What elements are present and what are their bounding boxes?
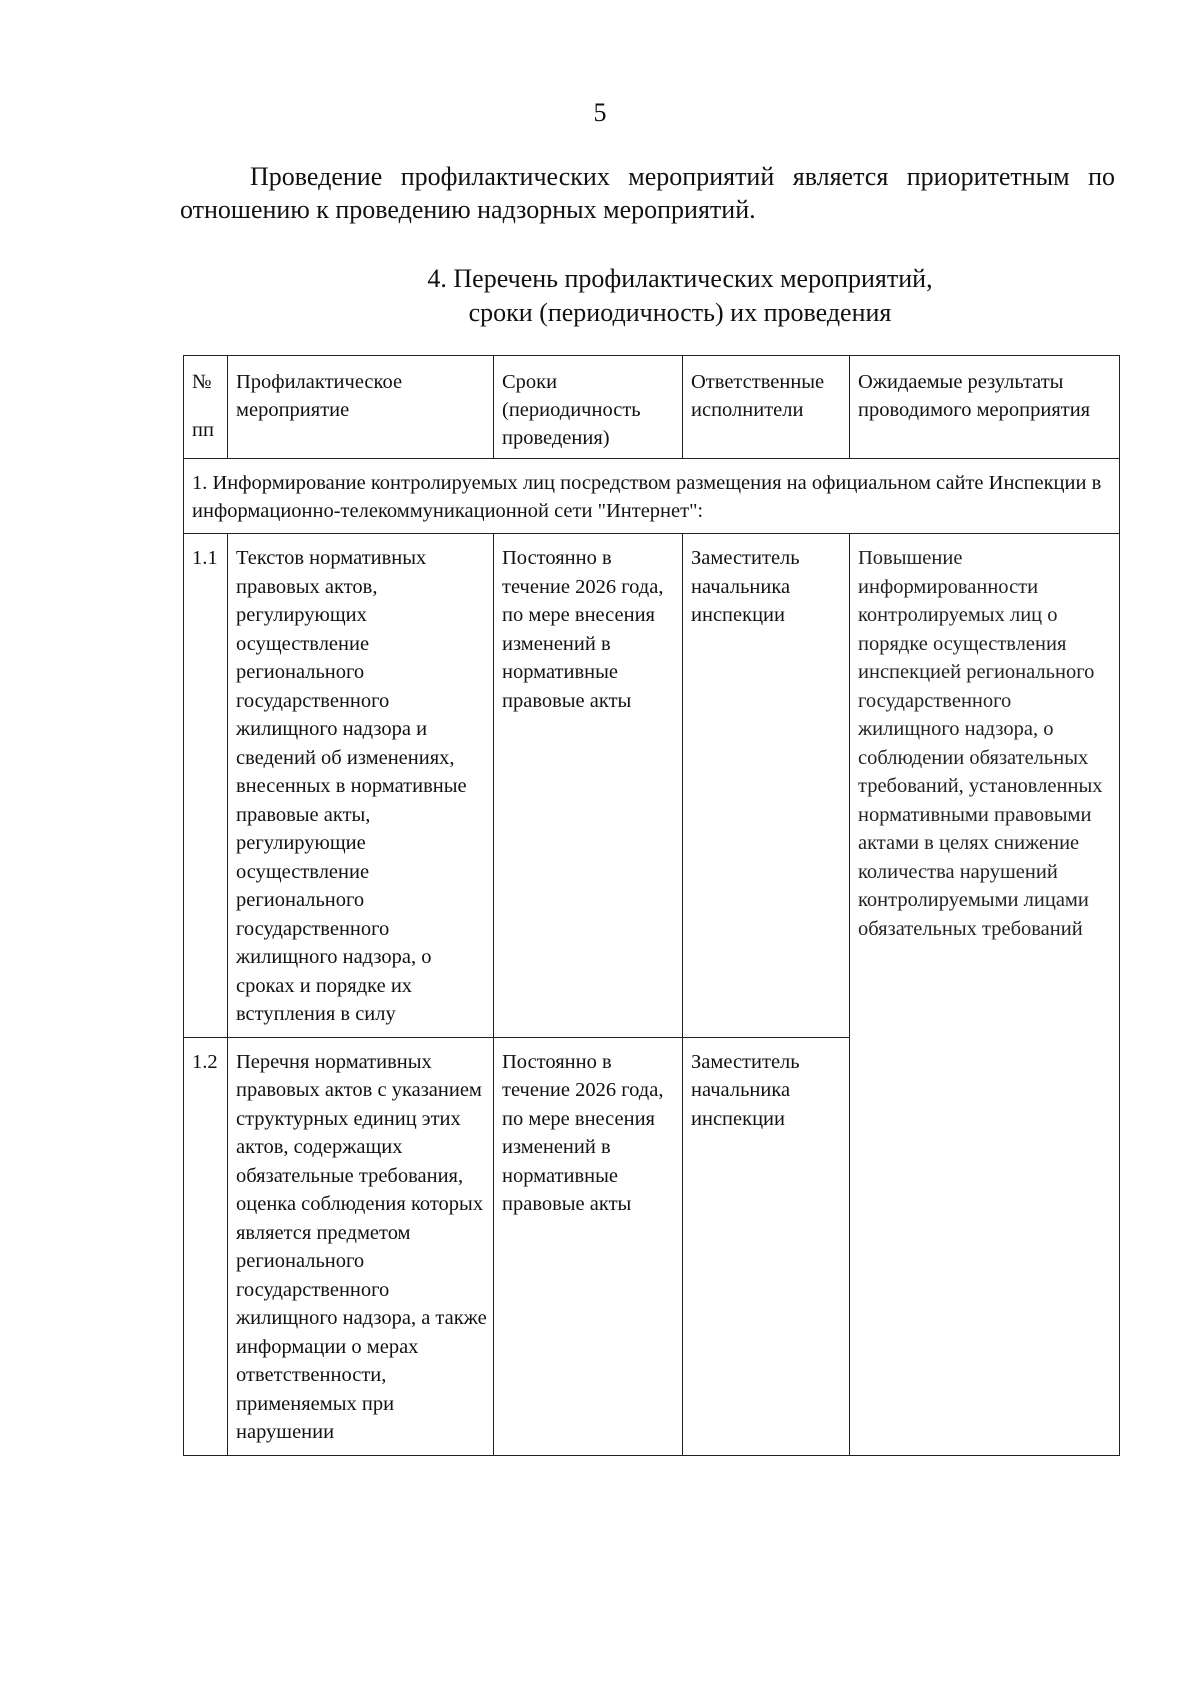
section-title: [330, 262, 1030, 330]
row-event: Перечня нормативных правовых актов с указанием структурных единиц этих актов, содержащих обязательные требования, оценка соблюдения которых является предметом регионального государственного жилищного надзора, а также информации о мерах ответственности, применяемых при нарушении: [228, 1037, 494, 1455]
row-num: 1.2: [184, 1037, 228, 1455]
intro-paragraph: Проведение профилактических мероприятий является приоритетным по отношению к проведению надзорных мероприятий.: [180, 162, 1115, 224]
header-num-pp: пп: [192, 419, 214, 441]
section-title-line-1: 4. Перечень профилактических мероприятий,: [427, 264, 933, 293]
header-event: Профилактическое мероприятие: [228, 356, 494, 459]
header-responsible: Ответственные исполнители: [683, 356, 850, 459]
row-responsible: Заместитель начальника инспекции: [683, 534, 850, 1038]
table-header-row: [184, 356, 1120, 459]
group-title: 1. Информирование контролируемых лиц посредством размещения на официальном сайте Инспекции в информационно-телекоммуникационной сети "Интернет":: [184, 459, 1120, 534]
header-term: Сроки (периодичность проведения): [494, 356, 683, 459]
section-title-line-2: сроки (периодичность) их проведения: [468, 298, 892, 327]
header-num: [184, 356, 228, 459]
page-number: 5: [593, 98, 607, 127]
table-row: [184, 534, 1120, 1038]
row-term: Постоянно в течение 2026 года, по мере внесения изменений в нормативные правовые акты: [494, 534, 683, 1038]
row-term: Постоянно в течение 2026 года, по мере внесения изменений в нормативные правовые акты: [494, 1037, 683, 1455]
row-event: Текстов нормативных правовых актов, регулирующих осуществление регионального государственного жилищного надзора и сведений об изменениях, внесенных в нормативные правовые акты, регулирующие осуществление регионального государственного жилищного надзора, о сроках и порядке их вступления в силу: [228, 534, 494, 1038]
activities-table: [183, 355, 1120, 1456]
row-responsible: Заместитель начальника инспекции: [683, 1037, 850, 1455]
shared-result: Повышение информированности контролируемых лиц о порядке осуществления инспекцией регионального государственного жилищного надзора, о соблюдении обязательных требований, установленных нормативными правовыми актами в целях снижение количества нарушений контролируемыми лицами обязательных требований: [850, 534, 1120, 1456]
header-num-symbol: №: [192, 371, 212, 393]
header-result: Ожидаемые результаты проводимого мероприятия: [850, 356, 1120, 459]
row-num: 1.1: [184, 534, 228, 1038]
group-row: [184, 459, 1120, 534]
